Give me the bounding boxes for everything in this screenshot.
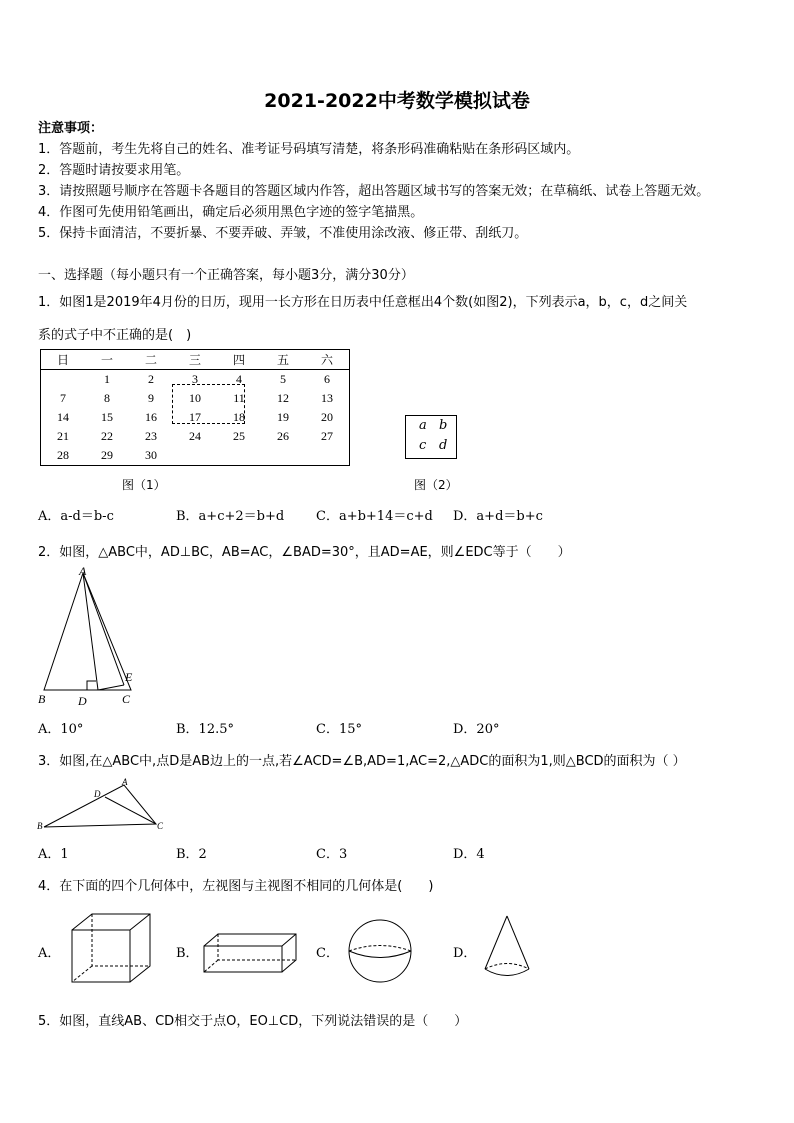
q2-option-c[interactable]: C．15°	[316, 722, 362, 737]
q4-option-c[interactable]: C．	[316, 946, 339, 961]
calendar-day: 1	[104, 372, 110, 386]
calendar-day: 6	[324, 372, 330, 386]
calendar-day: 27	[321, 429, 333, 443]
triangle-figure-q3	[36, 775, 170, 833]
calendar-header: 日	[41, 350, 85, 370]
calendar-day: 21	[57, 429, 69, 443]
calendar-selection-box	[172, 384, 245, 424]
calendar-header: 三	[173, 350, 217, 370]
box-d: d	[439, 438, 448, 453]
page-title: 2021-2022中考数学模拟试卷	[264, 90, 530, 112]
calendar-header: 一	[85, 350, 129, 370]
calendar-day: 15	[101, 410, 113, 424]
label-c: C	[122, 692, 131, 706]
q1-option-a[interactable]: A．a-d＝b-c	[38, 509, 114, 524]
calendar-day: 16	[145, 410, 157, 424]
calendar-day: 25	[233, 429, 245, 443]
q1-stem-line1: 1．如图1是2019年4月份的日历，现用一长方形在日历表中任意框出4个数(如图2)，下列表示a，b，c，d之间关	[38, 295, 688, 310]
label-d: D	[94, 789, 101, 799]
q4-option-d[interactable]: D．	[453, 946, 477, 961]
note-item: 2．答题时请按要求用笔。	[38, 163, 190, 178]
q2-option-b[interactable]: B．12.5°	[176, 722, 234, 737]
q3-stem: 3．如图,在△ABC中,点D是AB边上的一点,若∠ACD=∠B,AD=1,AC=2,△ADC的面积为1,则△BCD的面积为（ ）	[38, 754, 686, 769]
calendar-day: 24	[189, 429, 201, 443]
calendar-day: 18	[233, 410, 245, 424]
calendar-day: 26	[277, 429, 289, 443]
section-heading: 一、选择题（每小题只有一个正确答案，每小题3分，满分30分）	[38, 268, 414, 283]
calendar-row	[41, 446, 349, 465]
calendar-day: 19	[277, 410, 289, 424]
figure-caption-1: 图（1）	[122, 478, 166, 492]
abcd-box	[405, 415, 457, 459]
box-b: b	[439, 418, 448, 433]
box-a: a	[419, 418, 427, 433]
label-d: D	[78, 694, 87, 708]
cuboid-figure	[202, 932, 298, 974]
calendar-row	[41, 427, 349, 446]
q3-option-d[interactable]: D．4	[453, 847, 485, 862]
figure-caption-2: 图（2）	[414, 478, 458, 492]
notes-block	[38, 118, 709, 244]
q1-option-b[interactable]: B．a+c+2＝b+d	[176, 509, 285, 524]
calendar-day: 29	[101, 448, 113, 462]
box-c: c	[419, 438, 427, 453]
label-e: E	[125, 670, 133, 684]
label-a: A	[79, 565, 87, 578]
calendar-day: 4	[236, 372, 242, 386]
sphere-figure	[346, 918, 416, 984]
calendar-day: 11	[233, 391, 245, 405]
q3-option-a[interactable]: A．1	[38, 847, 69, 862]
calendar-day: 2	[148, 372, 154, 386]
calendar-day: 5	[280, 372, 286, 386]
q2-option-a[interactable]: A．10°	[38, 722, 84, 737]
calendar-day: 20	[321, 410, 333, 424]
notes-heading: 注意事项：	[38, 121, 104, 136]
calendar-day: 23	[145, 429, 157, 443]
q1-option-c[interactable]: C．a+b+14＝c+d	[316, 509, 433, 524]
q3-option-b[interactable]: B．2	[176, 847, 207, 862]
label-b: B	[38, 692, 46, 706]
calendar-header: 六	[305, 350, 349, 370]
calendar-header: 四	[217, 350, 261, 370]
calendar-day: 30	[145, 448, 157, 462]
calendar-day: 12	[277, 391, 289, 405]
cube-figure	[70, 912, 154, 984]
label-a: A	[122, 777, 128, 787]
calendar-header: 五	[261, 350, 305, 370]
label-b: B	[37, 821, 43, 831]
calendar-day: 10	[189, 391, 201, 405]
calendar-day	[261, 446, 305, 465]
calendar-day: 14	[57, 410, 69, 424]
label-c: C	[157, 821, 164, 831]
calendar-day: 3	[192, 372, 198, 386]
calendar-day: 13	[321, 391, 333, 405]
calendar-header: 二	[129, 350, 173, 370]
cone-figure	[482, 914, 534, 980]
calendar-day: 22	[101, 429, 113, 443]
note-item: 4．作图可先使用铅笔画出，确定后必须用黑色字迹的签字笔描黑。	[38, 205, 424, 220]
q2-stem: 2．如图，△ABC中，AD⊥BC，AB=AC，∠BAD=30°，且AD=AE，则∠EDC等于（ ）	[38, 545, 571, 560]
q4-option-a[interactable]: A．	[38, 946, 61, 961]
calendar-day	[41, 370, 85, 390]
q3-option-c[interactable]: C．3	[316, 847, 348, 862]
q1-option-d[interactable]: D．a+d＝b+c	[453, 509, 543, 524]
calendar-day	[305, 446, 349, 465]
triangle-figure-q2	[36, 565, 140, 709]
calendar-day	[217, 446, 261, 465]
q1-stem-line2: 系的式子中不正确的是( )	[38, 328, 192, 343]
calendar-day: 28	[57, 448, 69, 462]
q4-option-b[interactable]: B．	[176, 946, 199, 961]
note-item: 5．保持卡面清洁，不要折暴、不要弄破、弄皱，不准使用涂改液、修正带、刮纸刀。	[38, 226, 528, 241]
calendar-day: 7	[60, 391, 66, 405]
calendar-day	[173, 446, 217, 465]
q4-stem: 4．在下面的四个几何体中，左视图与主视图不相同的几何体是( )	[38, 879, 434, 894]
note-item: 3．请按照题号顺序在答题卡各题目的答题区域内作答，超出答题区域书写的答案无效；在草稿纸、试卷上答题无效。	[38, 184, 710, 199]
calendar-day: 9	[148, 391, 154, 405]
calendar-day: 17	[189, 410, 201, 424]
q2-option-d[interactable]: D．20°	[453, 722, 500, 737]
note-item: 1．答题前，考生先将自己的姓名、准考证号码填写清楚，将条形码准确粘贴在条形码区域内。	[38, 142, 580, 157]
calendar-day: 8	[104, 391, 110, 405]
q5-stem: 5．如图，直线AB、CD相交于点O，EO⊥CD，下列说法错误的是（ ）	[38, 1014, 468, 1029]
